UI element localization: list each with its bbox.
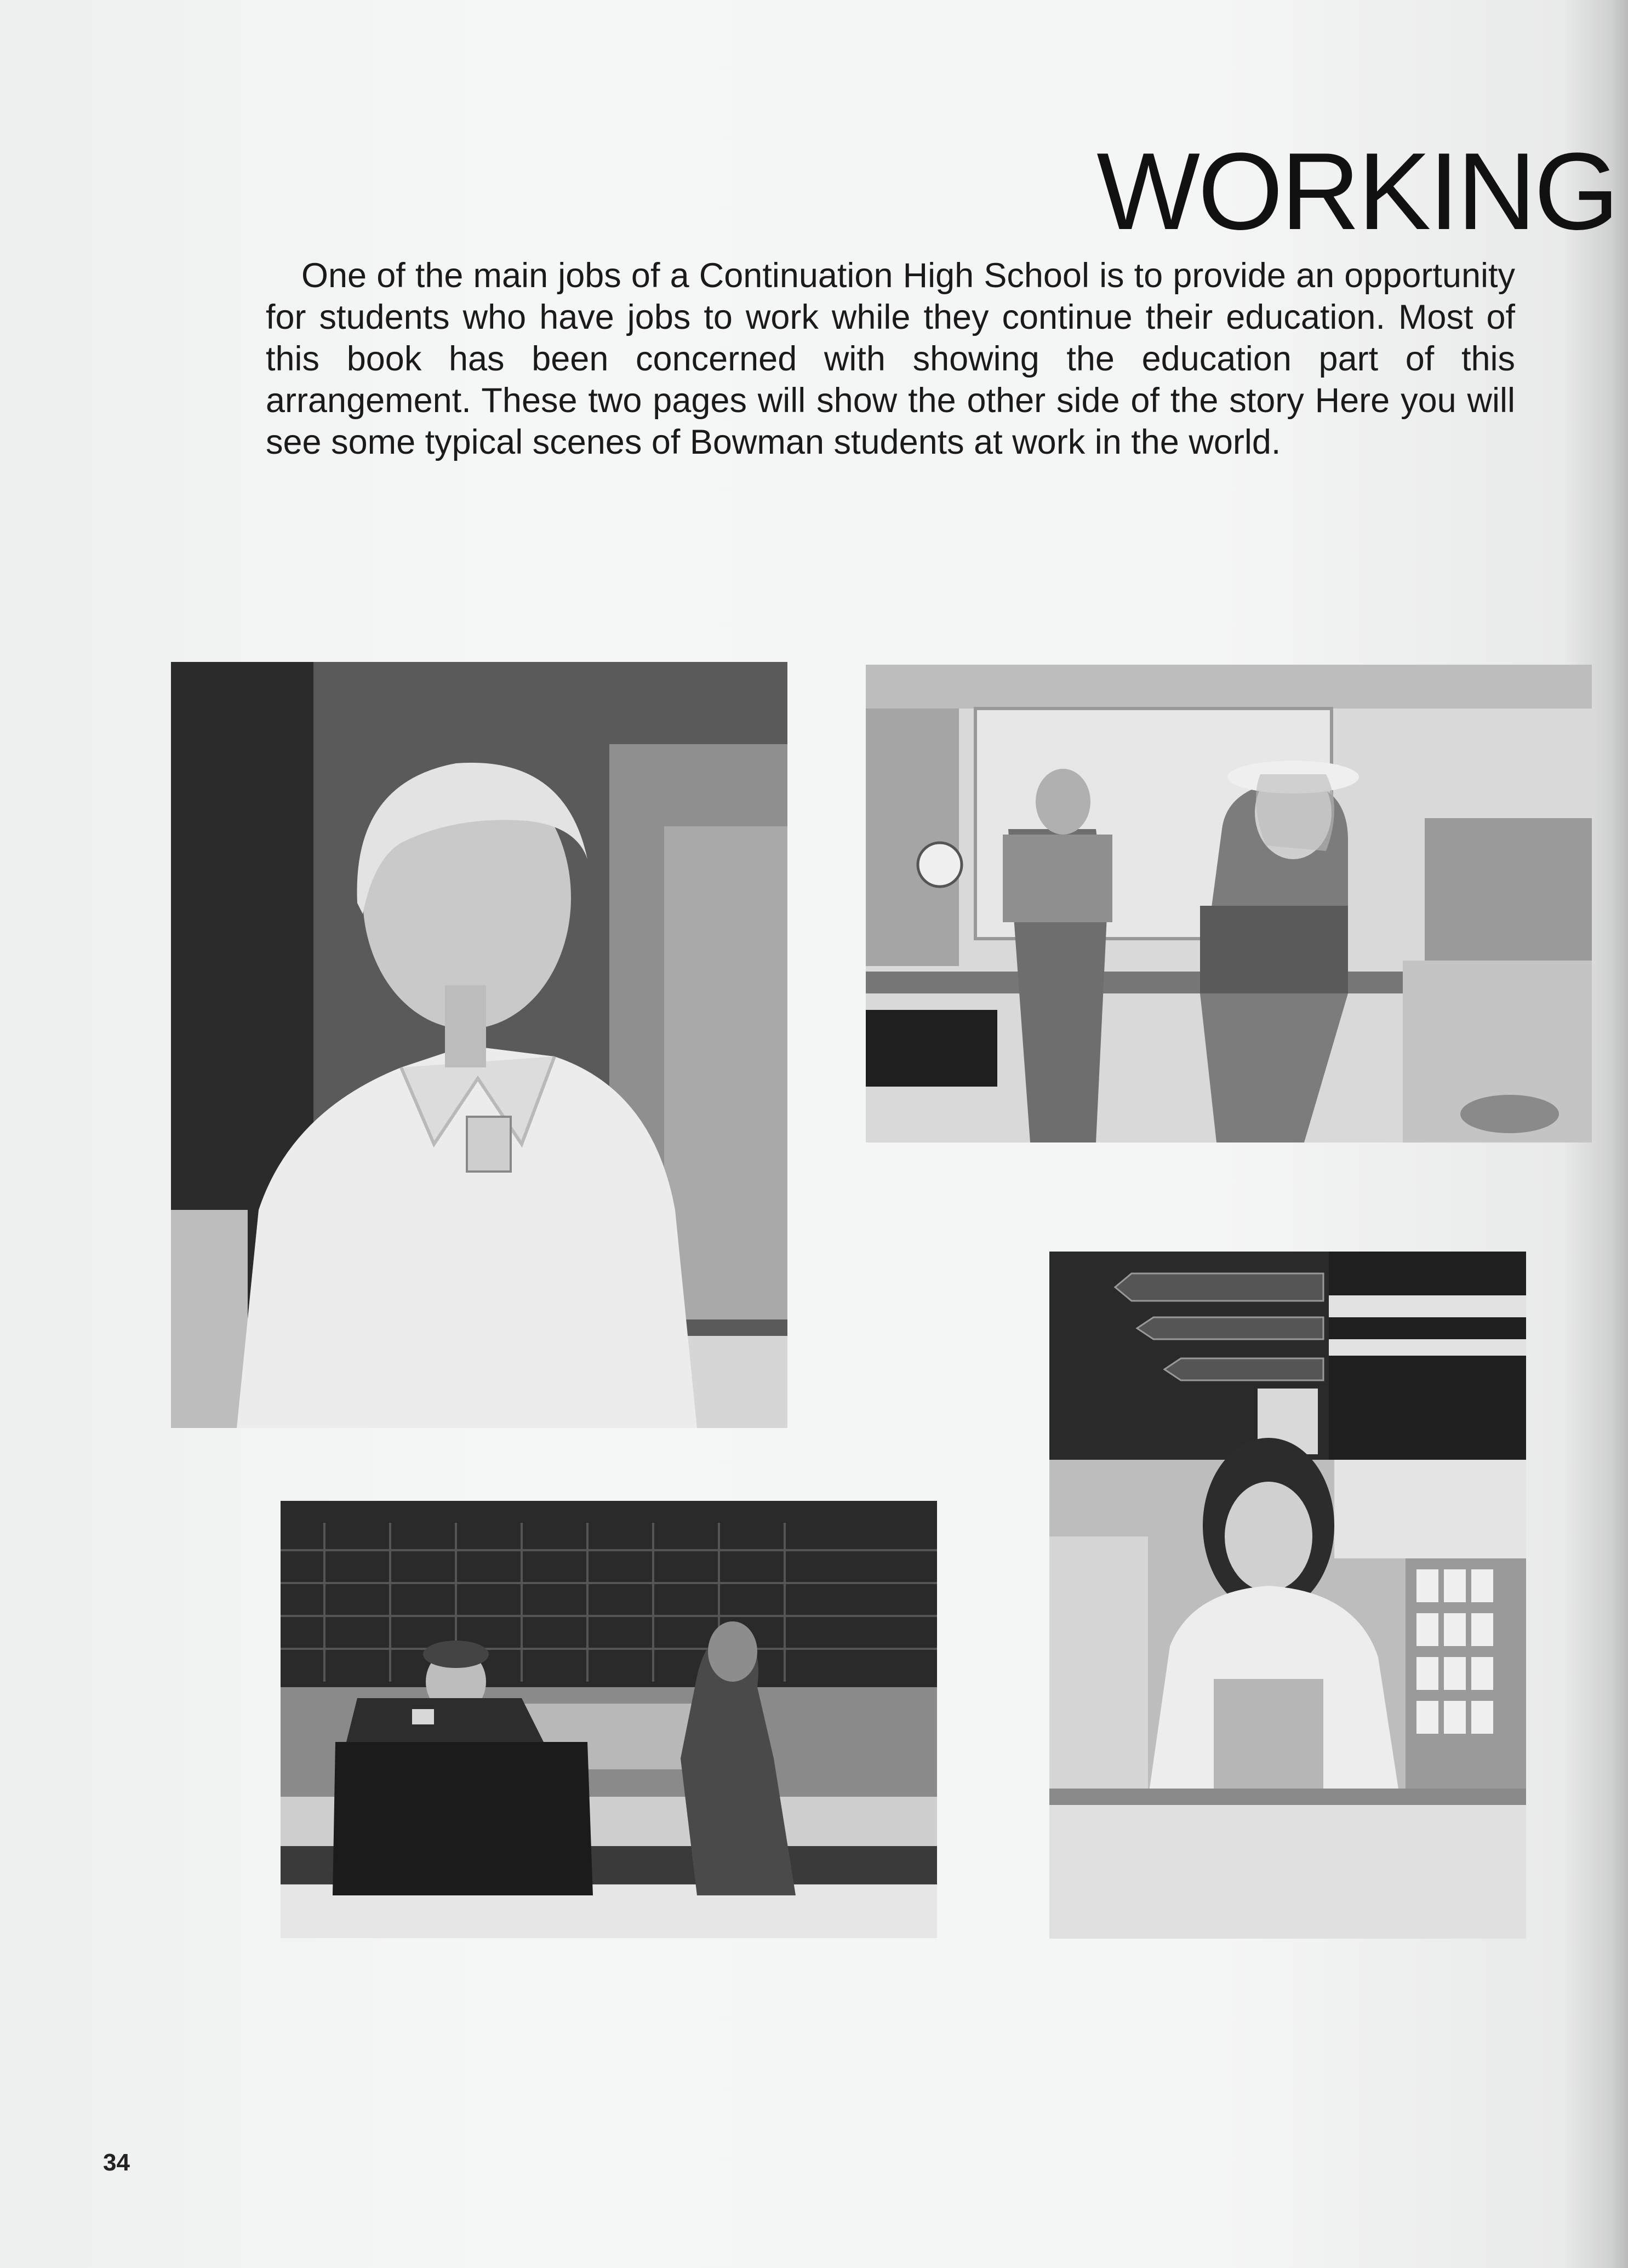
- photo-workers-at-counter: [866, 665, 1592, 1142]
- page-number: 34: [103, 2149, 130, 2176]
- intro-paragraph: One of the main jobs of a Continuation High School is to provide an opportunity for students who have jobs to work while they continue their education. Most of this book has been concerned with showing the education part of this arrangement. These two pages will show the other side of the story Here you will see some typical scenes of Bowman students at work in the world.: [266, 256, 1515, 461]
- photo-young-man-portrait: [171, 662, 787, 1428]
- photo-store-clerk: [1049, 1252, 1526, 1939]
- page-title: WORKING: [1096, 130, 1617, 253]
- photo-cash-register: [281, 1501, 937, 1938]
